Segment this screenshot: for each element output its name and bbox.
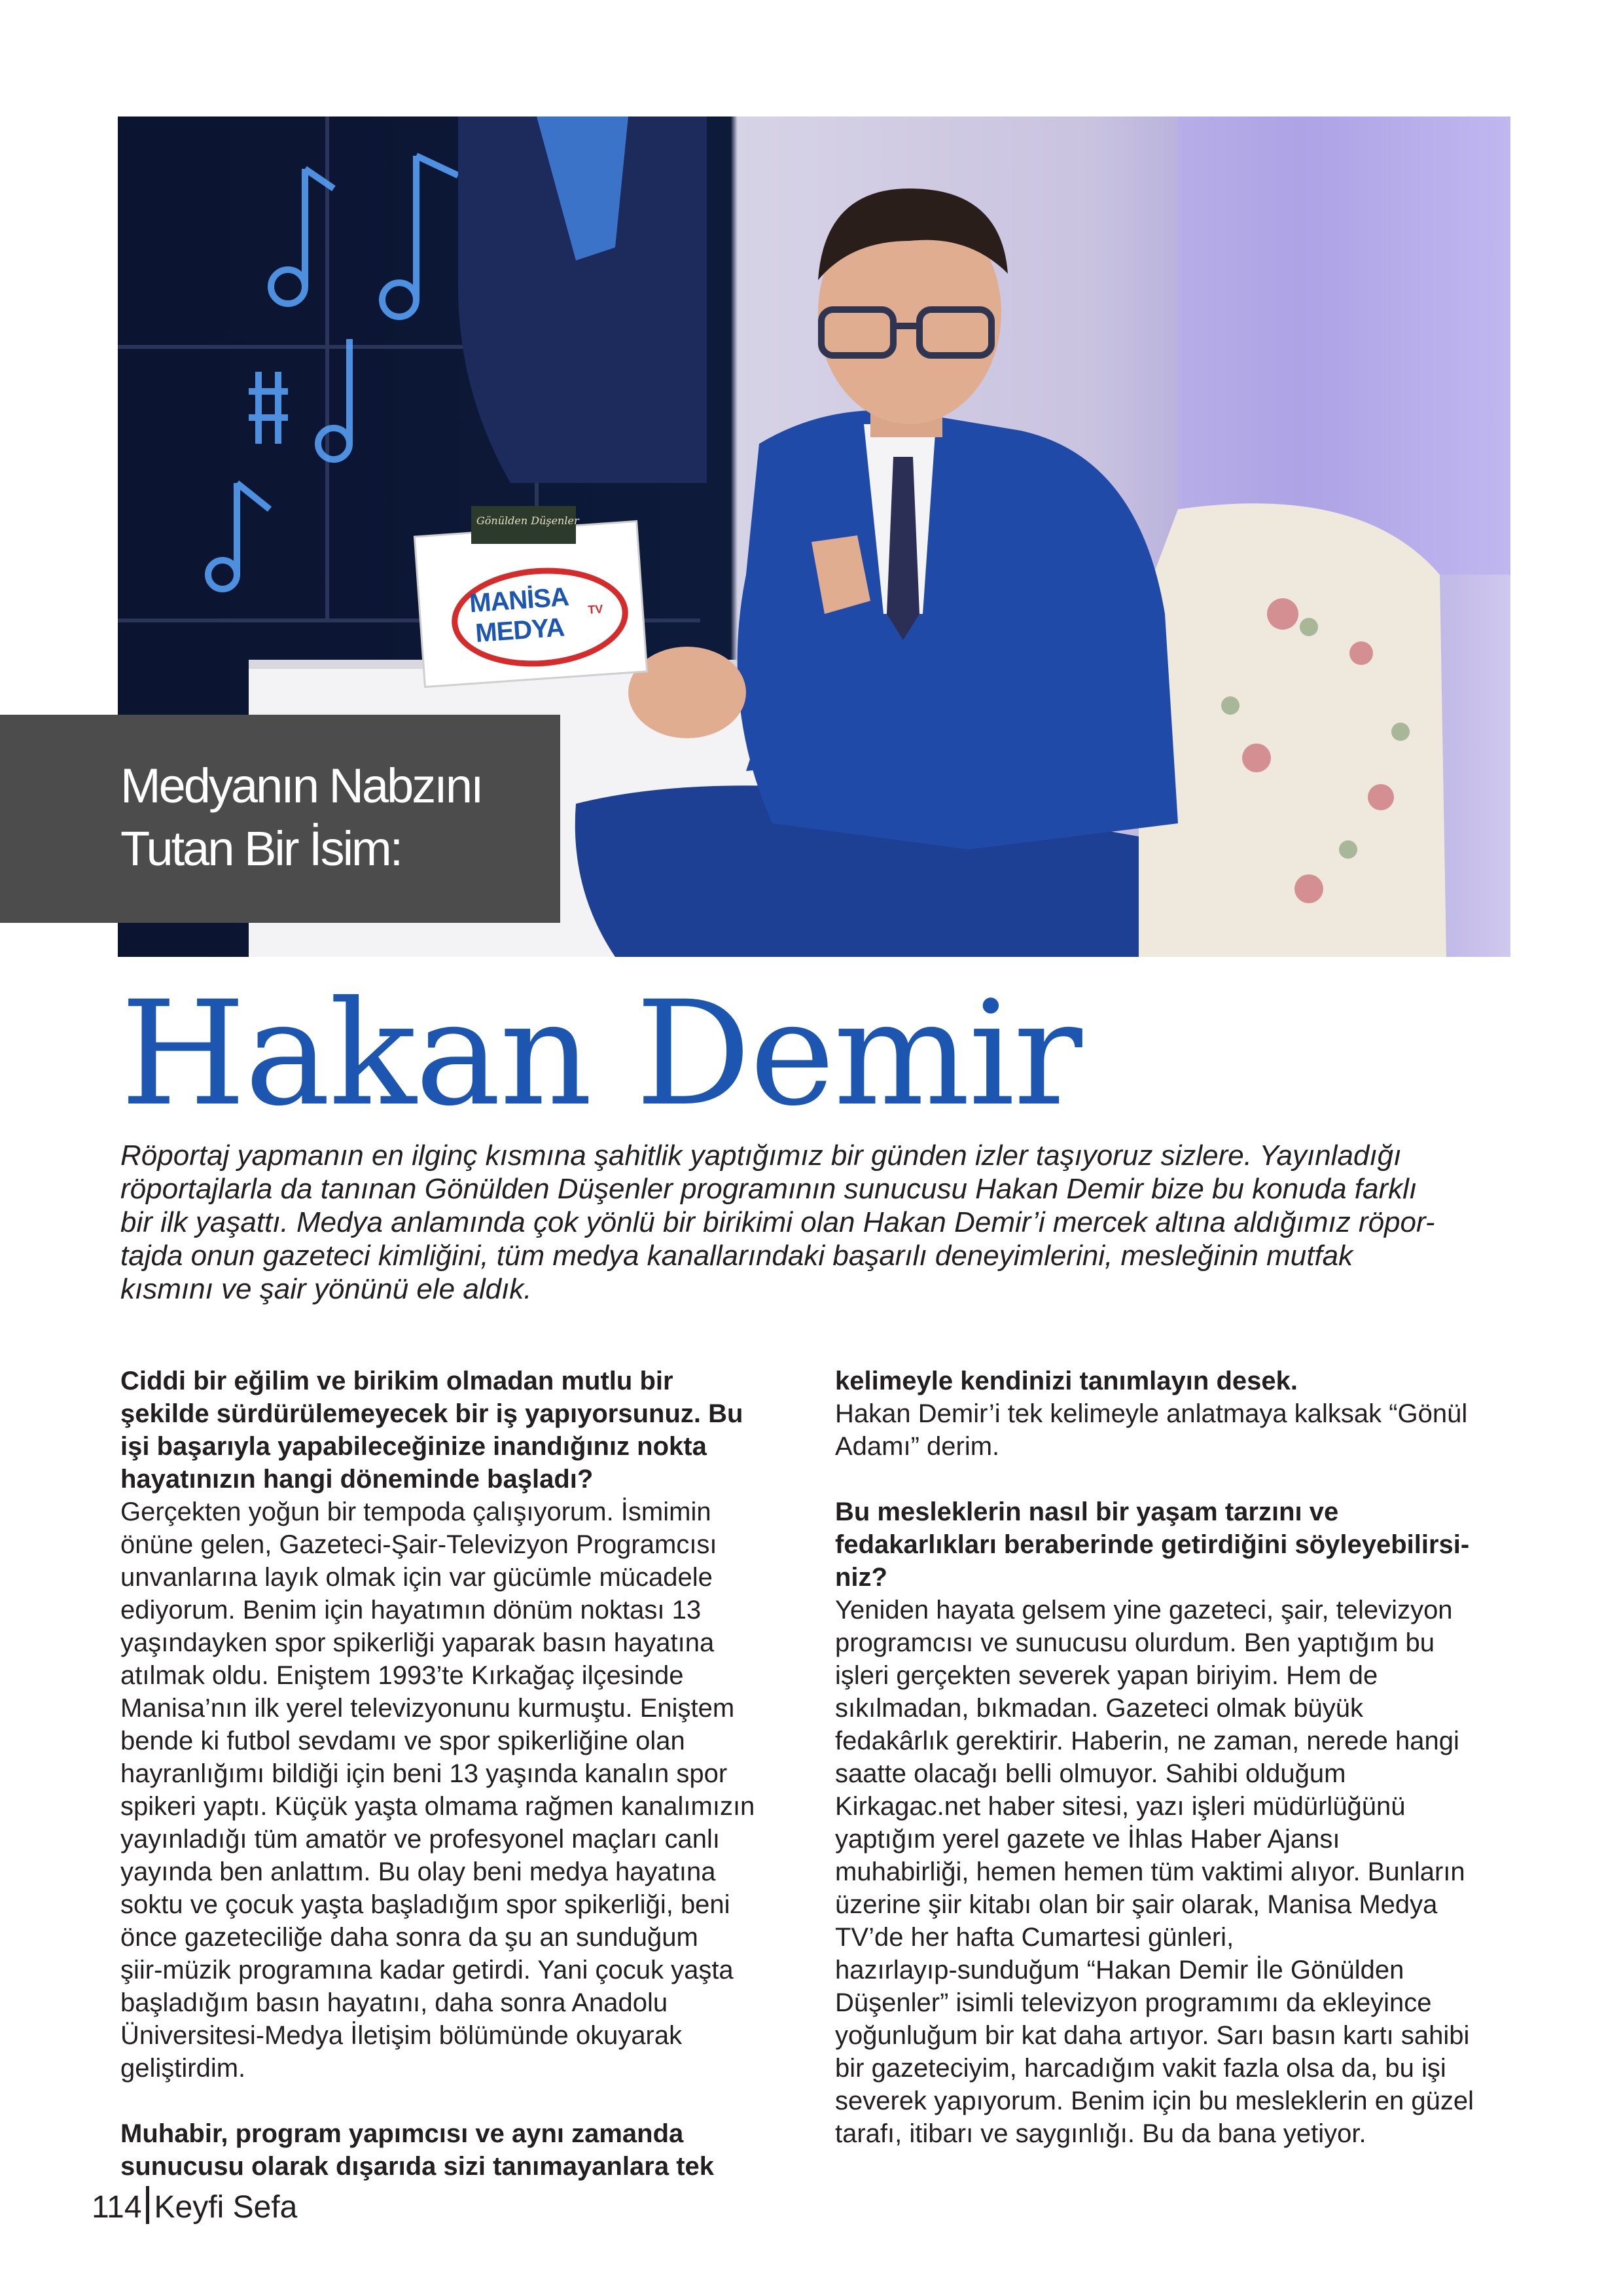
answer-line: ediyorum. Benim için hayatımın dönüm noktası 13 <box>120 1596 702 1624</box>
headline-box <box>0 715 560 923</box>
answer-line: bir gazeteciyim, harcadığım vakit fazla olsa da, bu işi <box>835 2054 1446 2083</box>
answer-line: yayında ben anlattım. Bu olay beni medya hayatına <box>120 1857 716 1886</box>
question-line: fedakarlıkları beraberinde getirdiğini söyleyebilirsi- <box>835 1530 1470 1559</box>
headline-line-1: Medyanın Nabzını <box>120 759 482 813</box>
question-line: sunucusu olarak dışarıda sizi tanımayanlara tek <box>120 2152 715 2181</box>
left-column <box>120 1365 801 2183</box>
answer-line: Düşenler” isimli televizyon programımı da ekleyince <box>835 1988 1432 2017</box>
right-column <box>835 1365 1516 2150</box>
answer-line: işleri gerçekten severek yapan biriyim. Hem de <box>835 1661 1378 1690</box>
answer-line: Adamı” derim. <box>835 1432 1000 1461</box>
magazine-name: Keyfi Sefa <box>154 2190 298 2225</box>
headline-line-2: Tutan Bir İsim: <box>120 821 402 876</box>
answer-line: Gerçekten yoğun bir tempoda çalışıyorum. İsmimin <box>120 1498 711 1526</box>
answer-line: yayınladığı tüm amatör ve profesyonel maçları canlı <box>120 1825 720 1854</box>
interviewee-name: Hakan Demir <box>120 970 1081 1138</box>
answer-line: Üniversitesi-Medya İletişim bölümünde okuyarak <box>120 2021 683 2050</box>
page-footer <box>92 2186 297 2225</box>
answer-line: yaşındayken spor spikerliği yaparak basın hayatına <box>120 1628 715 1657</box>
question-line: Muhabir, program yapımcısı ve aynı zamanda <box>120 2119 684 2148</box>
music-notes-decoration <box>208 156 458 589</box>
question-line: kelimeyle kendinizi tanımlayın desek. <box>835 1367 1298 1395</box>
answer-2 <box>835 1397 1516 1463</box>
answer-line: geliştirdim. <box>120 2054 246 2083</box>
answer-line: muhabirliği, hemen hemen tüm vaktimi alıyor. Bunların <box>835 1857 1465 1886</box>
answer-line: Kirkagac.net haber sitesi, yazı işleri müdürlüğünü <box>835 1792 1406 1821</box>
question-1 <box>120 1365 801 1496</box>
answer-line: Hakan Demir’i tek kelimeyle anlatmaya kalksak “Gönül <box>835 1399 1468 1428</box>
logo-line1: MANİSA <box>468 582 570 619</box>
question-line: şekilde sürdürülemeyecek bir iş yapıyorsunuz. Bu <box>120 1399 743 1428</box>
answer-line: sıkılmadan, bıkmadan. Gazeteci olmak büyük <box>835 1694 1364 1723</box>
question-3 <box>835 1496 1516 1594</box>
answer-line: fedakârlık gerektirir. Haberin, ne zaman, nerede hangi <box>835 1727 1459 1755</box>
paragraph-gap <box>835 1463 1516 1496</box>
answer-line: şiir-müzik programına kadar getirdi. Yani çocuk yaşta <box>120 1956 734 1984</box>
answer-line: severek yapıyorum. Benim için bu mesleklerin en güzel <box>835 2087 1474 2115</box>
question-line: Ciddi bir eğilim ve birikim olmadan mutlu bir <box>120 1367 673 1395</box>
answer-line: TV’de her hafta Cumartesi günleri, <box>835 1923 1234 1952</box>
intro-line: kısmını ve şair yönünü ele aldık. <box>120 1273 532 1305</box>
footer-divider <box>146 2186 149 2224</box>
answer-line: hayranlığımı bildiği için beni 13 yaşında kanalın spor <box>120 1759 728 1788</box>
answer-line: önce gazeteciliğe daha sonra da şu an sunduğum <box>120 1923 698 1952</box>
question-line: işi başarıyla yapabileceğinize inandığınız nokta <box>120 1432 707 1461</box>
answer-3 <box>835 1594 1516 2150</box>
answer-line: soktu ve çocuk yaşta başladığım spor spikerliği, beni <box>120 1890 730 1919</box>
answer-line: spikeri yaptı. Küçük yaşta olmama rağmen kanalımızın <box>120 1792 755 1821</box>
question-2 <box>120 2117 801 2183</box>
intro-paragraph <box>120 1139 1508 1306</box>
answer-line: tarafı, itibarı ve saygınlığı. Bu da bana yetiyor. <box>835 2119 1366 2148</box>
answer-line: Manisa’nın ilk yerel televizyonunu kurmuştu. Eniştem <box>120 1694 735 1723</box>
answer-line: yaptığım yerel gazete ve İhlas Haber Ajansı <box>835 1825 1340 1854</box>
logo-tv: TV <box>587 602 604 617</box>
book-title: Gönülden Düşenler <box>476 514 579 527</box>
question-2-continued <box>835 1365 1516 1397</box>
answer-1 <box>120 1496 801 2085</box>
answer-line: bende ki futbol sevdamı ve spor spikerliğine olan <box>120 1727 685 1755</box>
answer-line: unvanlarına layık olmak için var gücümle mücadele <box>120 1563 713 1592</box>
answer-line: programcısı ve sunucusu olurdum. Ben yaptığım bu <box>835 1628 1435 1657</box>
paragraph-gap <box>120 2085 801 2117</box>
question-line: hayatınızın hangi döneminde başladı? <box>120 1465 594 1494</box>
logo-line2: MEDYA <box>474 613 565 648</box>
answer-line: başladığım basın hayatını, daha sonra Anadolu <box>120 1988 668 2017</box>
answer-line: önüne gelen, Gazeteci-Şair-Televizyon Programcısı <box>120 1530 717 1559</box>
intro-line: tajda onun gazeteci kimliğini, tüm medya kanallarındaki başarılı deneyimlerini, mesleğinin mutfak <box>120 1240 1353 1272</box>
question-line: Bu mesleklerin nasıl bir yaşam tarzını ve <box>835 1498 1339 1526</box>
page-number: 114 <box>92 2190 142 2225</box>
question-line: niz? <box>835 1563 887 1592</box>
intro-line: Röportaj yapmanın en ilginç kısmına şahitlik yaptığımız bir günden izler taşıyoruz sizlere. Yayınladığı <box>120 1139 1402 1172</box>
answer-line: yoğunluğum bir kat daha artıyor. Sarı basın kartı sahibi <box>835 2021 1470 2050</box>
answer-line: Yeniden hayata gelsem yine gazeteci, şair, televizyon <box>835 1596 1453 1624</box>
answer-line: atılmak oldu. Eniştem 1993’te Kırkağaç ilçesinde <box>120 1661 684 1690</box>
intro-line: bir ilk yaşattı. Medya anlamında çok yönlü bir birikimi olan Hakan Demir’i mercek altına aldığımız röpor- <box>120 1206 1435 1238</box>
answer-line: saatte olacağı belli olmuyor. Sahibi olduğum <box>835 1759 1346 1788</box>
intro-line: röportajlarla da tanınan Gönülden Düşenler programının sunucusu Hakan Demir bize bu konuda farklı <box>120 1173 1418 1205</box>
answer-line: üzerine şiir kitabı olan bir şair olarak, Manisa Medya <box>835 1890 1438 1919</box>
answer-line: hazırlayıp-sunduğum “Hakan Demir İle Gönülden <box>835 1956 1404 1984</box>
